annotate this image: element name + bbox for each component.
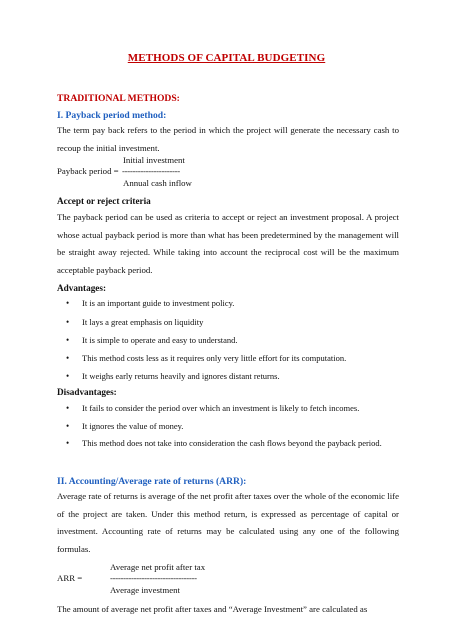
advantage-item: • It lays a great emphasis on liquidity <box>66 313 400 331</box>
bullet-icon: • <box>66 298 70 308</box>
payback-formula-divider: ---------------------- <box>122 166 180 176</box>
criteria-heading: Accept or reject criteria <box>57 196 151 206</box>
bullet-icon: • <box>66 335 70 345</box>
arr-heading: II. Accounting/Average rate of returns (ARR): <box>57 476 247 487</box>
arr-closing-text: The amount of average net profit after taxes and “Average Investment” are calculated as <box>57 604 368 614</box>
advantage-item: • It weighs early returns heavily and ignores distant returns. <box>66 367 400 385</box>
payback-intro: The term pay back refers to the period in which the project will generate the necessary cash to recoup the initial investment. <box>57 125 399 153</box>
traditional-methods-heading: TRADITIONAL METHODS: <box>57 93 180 104</box>
criteria-text: The payback period can be used as criteria to accept or reject an investment proposal. A project whose actual payback period is more than what has been predetermined by the management will be straight away rejected. While taking into account the reciprocal cost will be the maximum acceptable payback period. <box>57 212 399 275</box>
advantages-heading: Advantages: <box>57 283 107 293</box>
disadvantages-heading: Disadvantages: <box>57 387 117 397</box>
bullet-icon: • <box>66 438 70 448</box>
bullet-icon: • <box>66 403 70 413</box>
payback-formula-denominator: Annual cash inflow <box>123 178 192 188</box>
disadvantage-item: • It ignores the value of money. <box>66 417 400 435</box>
arr-formula-label: ARR = <box>57 573 83 583</box>
advantage-item: • It is simple to operate and easy to understand. <box>66 331 400 349</box>
bullet-icon: • <box>66 317 70 327</box>
arr-intro: Average rate of returns is average of the net profit after taxes over the whole of the economic life of the project are taken. Under this method return, is expressed as percentage of capital or investment. Accounting rate of returns may be calculated using any one of the following formulas. <box>57 491 399 554</box>
payback-heading: I. Payback period method: <box>57 110 167 121</box>
disadvantage-item: • This method does not take into consideration the cash flows beyond the payback period. <box>66 435 400 452</box>
disadvantage-item: • It fails to consider the period over which an investment is likely to fetch incomes. <box>66 399 400 417</box>
arr-formula-numerator: Average net profit after tax <box>110 562 206 572</box>
arr-formula-denominator: Average investment <box>110 585 180 595</box>
bullet-icon: • <box>66 421 70 431</box>
payback-formula-label: Payback period = <box>57 166 119 176</box>
advantage-item: • This method costs less as it requires only very little effort for its computation. <box>66 349 400 367</box>
arr-formula-divider: --------------------------------- <box>110 573 197 583</box>
advantage-item: • It is an important guide to investment policy. <box>66 294 400 312</box>
page-title: METHODS OF CAPITAL BUDGETING <box>127 52 326 64</box>
payback-formula-numerator: Initial investment <box>123 155 185 165</box>
bullet-icon: • <box>66 371 70 381</box>
bullet-icon: • <box>66 353 70 363</box>
